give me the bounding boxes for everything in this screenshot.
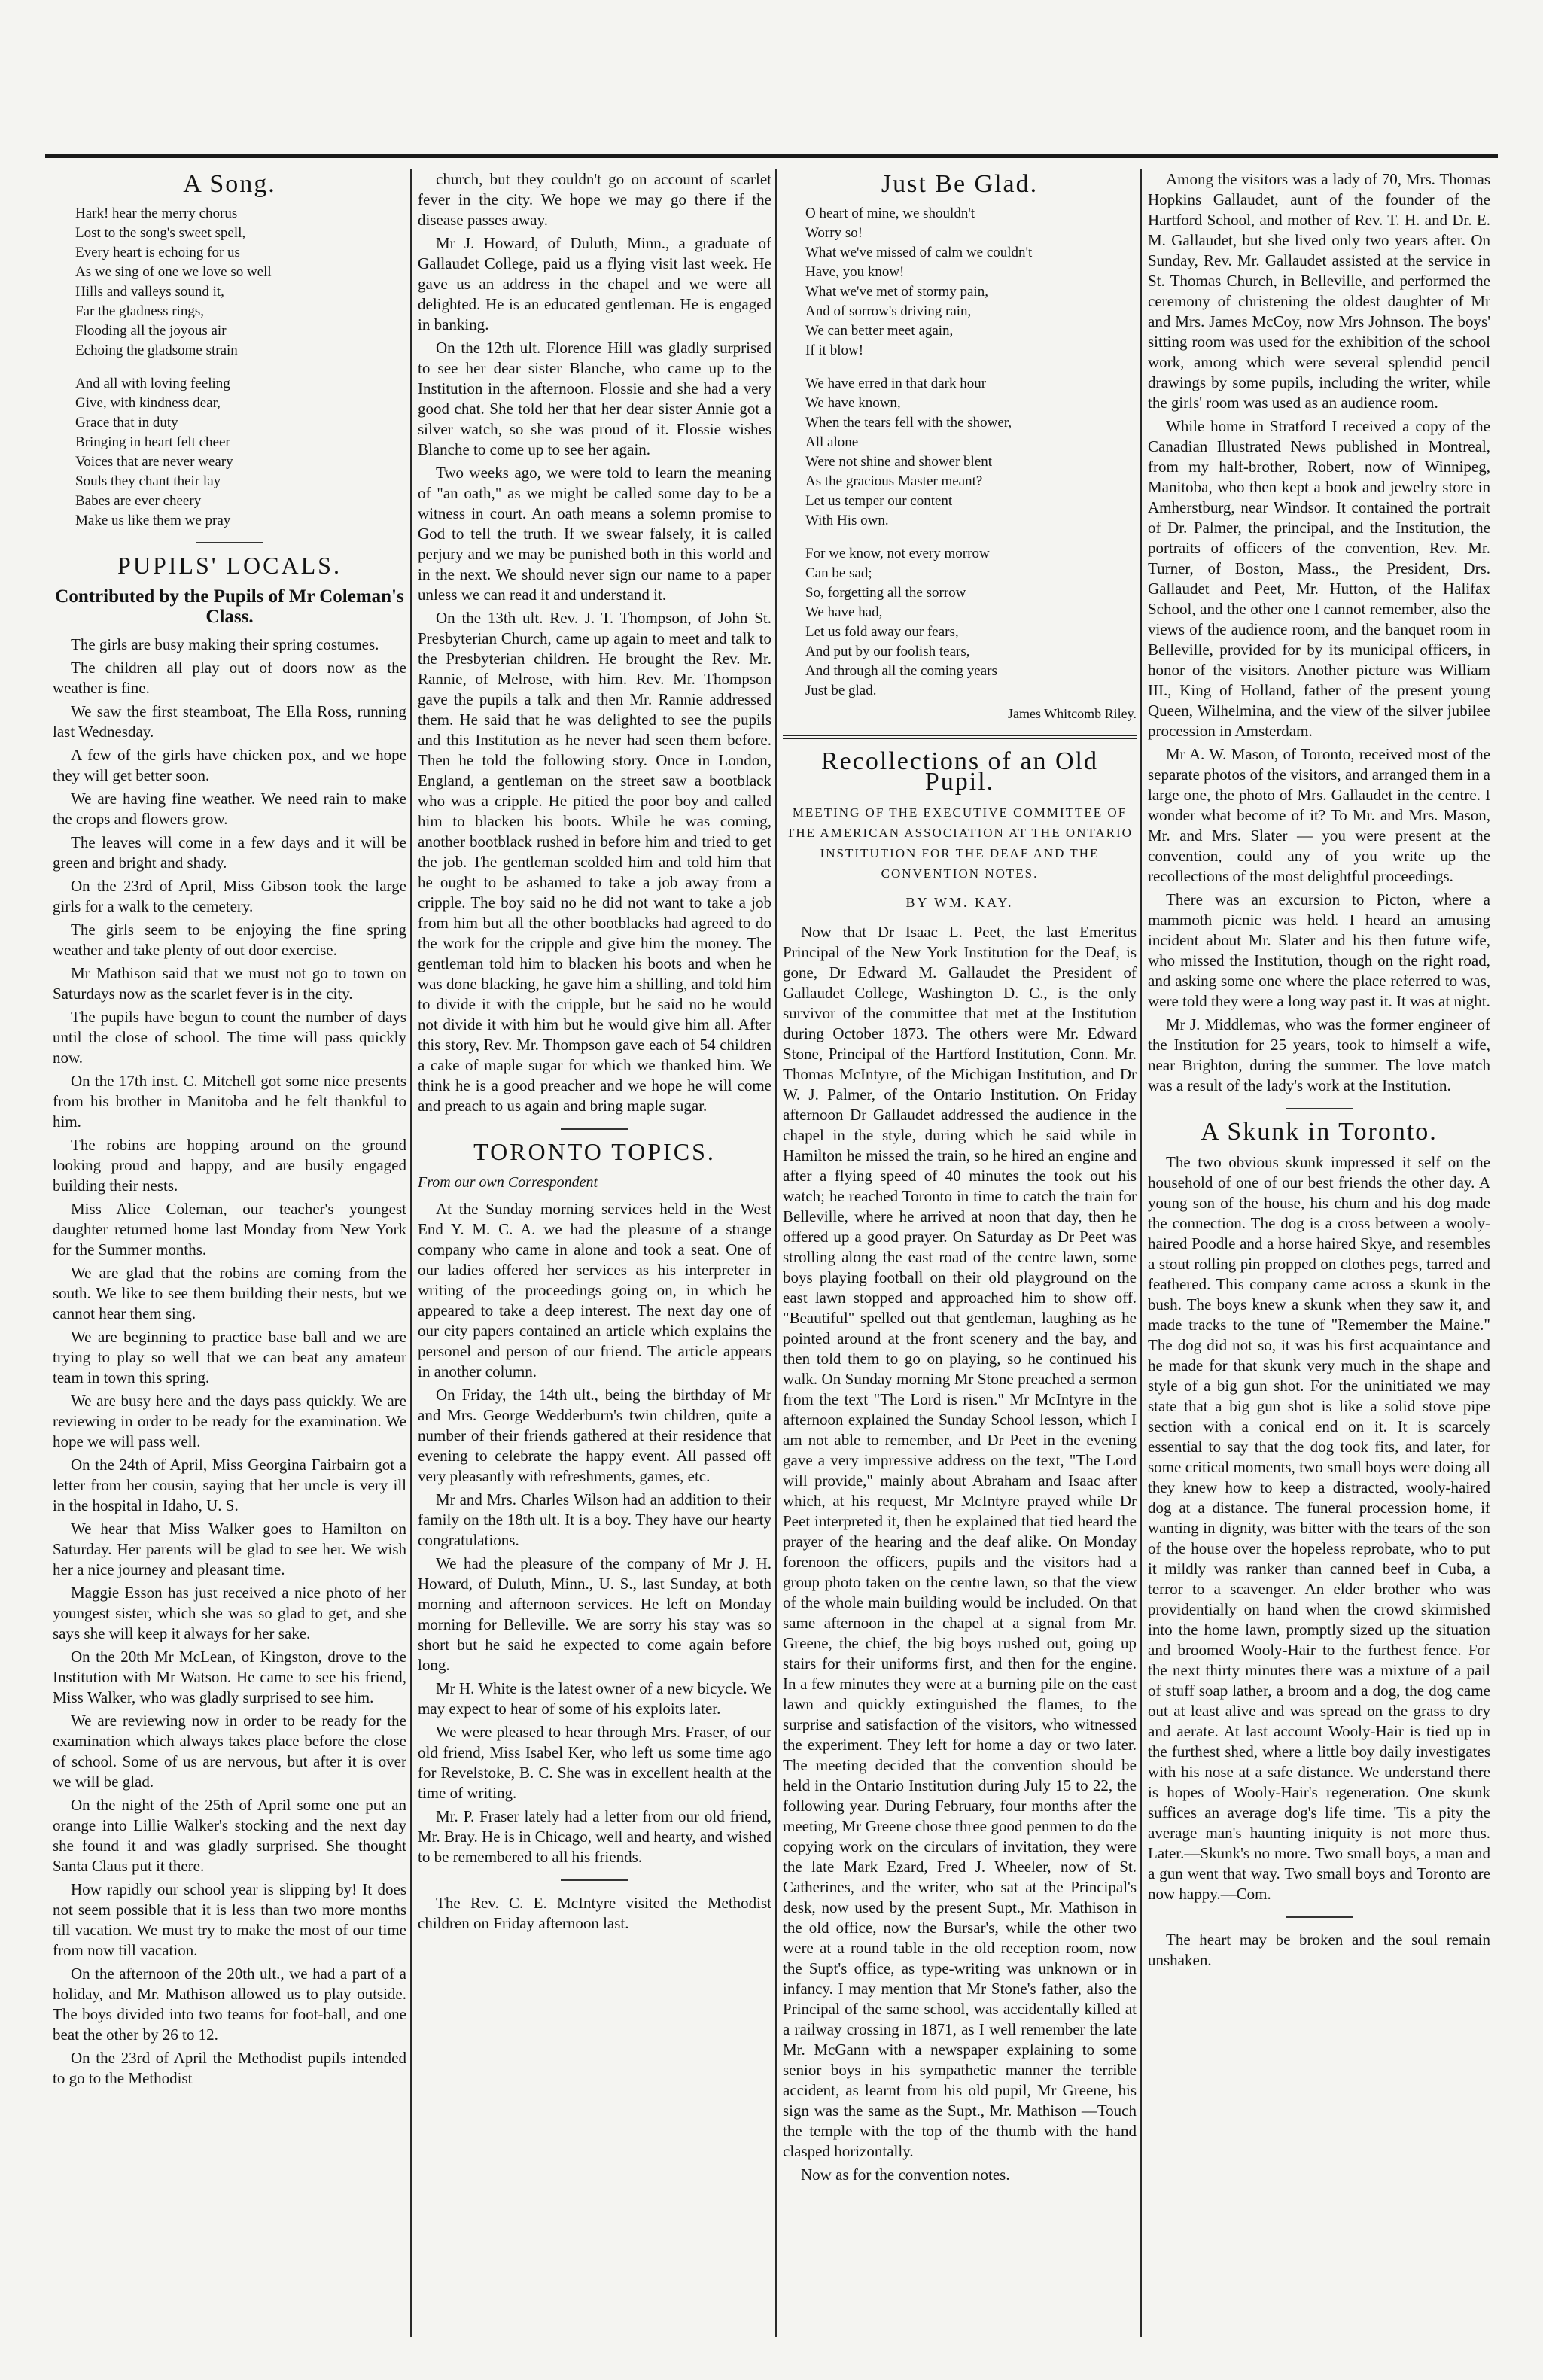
skunk-title: A Skunk in Toronto. (1201, 1118, 1438, 1146)
column-divider (410, 169, 412, 2337)
local-item: The robins are hopping around on the ground looking proud and happy, and are busily engaged building their nests. (53, 1136, 406, 1195)
toronto-item: Mr. P. Fraser lately had a letter from our old friend, Mr. Bray. He is in Chicago, well and hearty, and wished to be remembered to all his friends. (418, 1807, 772, 1866)
poem-line: Souls they chant their lay (75, 473, 221, 489)
recollection-paragraph: Mr J. Middlemas, who was the former engineer of the Institution for 25 years, took to himself a wife, near Brighton, during the summer. The love match was a result of the lady's work at the Institution. (1148, 1015, 1490, 1094)
local-item: On the 13th ult. Rev. J. T. Thompson, of John St. Presbyterian Church, came up again to meet and talk to the Presbyterian children. He brought the Rev. Mr. Rannie, of Melrose, with him. Rev. Mr. Thompson gave the pupils a talk and then Mr. Rannie addressed them. He said that he was delighted to see the pupils and this Institution as he never had seen them before. Then he told the following story. Once in London, England, a gentleman on the street saw a bootblack who was a cripple. He pitied the poor boy and called him to blacken his boots. While he was coming, another bootblack rushed in before him and tried to get the job. The gentleman scolded him and told him that he ought to be ashamed to take a job away from a cripple. The boy said no he did not want to take a job from him but all the other bootblacks had agreed to do the work for the cripple and give him the money. The gentleman told him to blacken his boots and when he was done blacking, he gave him a shilling, and told him to divide it with the cripple, but he said no he would not divide it with him but he would give him all. After this story, Rev. Mr. Thompson gave each of 54 children a cake of maple sugar for which we thanked him. We think he is a good preacher and we hope he will come and preach to us again and bring maple sugar. (418, 609, 772, 1115)
local-item: The children all play out of doors now as the weather is fine. (53, 659, 406, 697)
column-1 (53, 169, 406, 2092)
poem-line: Let us fold away our fears, (805, 624, 959, 640)
poem-line: All alone— (805, 434, 873, 450)
poem-line: And put by our foolish tears, (805, 644, 970, 659)
poem-attribution: James Whitcomb Riley. (1008, 706, 1137, 721)
poem-line: Voices that are never weary (75, 454, 233, 470)
local-item: The girls are busy making their spring costumes. (71, 635, 379, 653)
column-divider (1140, 169, 1142, 2337)
closing-note: The Rev. C. E. McIntyre visited the Methodist children on Friday afternoon last. (418, 1894, 772, 1932)
toronto-item: Mr and Mrs. Charles Wilson had an addition to their family on the 18th ult. It is a boy. They have our hearty congratulations. (418, 1490, 772, 1549)
toronto-item: At the Sunday morning services held in the West End Y. M. C. A. we had the pleasure of a strange company who came in alone and took a seat. One of our ladies offered her services as his interpreter in writing of the proceedings going on, in which he appeared to take a deep interest. The next day one of our city papers contained an article which explains the personel and person of our friend. The article appears in another column. (418, 1200, 772, 1380)
divider (561, 1879, 628, 1881)
poem-line: We can better meet again, (805, 323, 954, 339)
byline: BY WM. KAY. (905, 895, 1014, 910)
local-item: On the 24th of April, Miss Georgina Fairbairn got a letter from her cousin, saying that her uncle is very ill in the hospital in Idaho, U. S. (53, 1456, 406, 1514)
poem-line: Give, with kindness dear, (75, 395, 221, 411)
local-item: We are glad that the robins are coming from the south. We like to see them building their nests, but we cannot hear them sing. (53, 1264, 406, 1322)
toronto-topics-title: TORONTO TOPICS. (473, 1138, 716, 1165)
local-item: church, but they couldn't go on account of scarlet fever in the city. We hope we may go there if the disease passes away. (418, 170, 772, 229)
local-item: We are beginning to practice base ball and we are trying to play so well that we can beat any amateur team in town this spring. (53, 1328, 406, 1386)
column-divider (775, 169, 777, 2337)
poem-line: As we sing of one we love so well (75, 264, 272, 280)
local-item: On the 20th Mr McLean, of Kingston, drove to the Institution with Mr Watson. He came to see his friend, Miss Walker, who was gladly surprised to see him. (53, 1648, 406, 1706)
local-item: Miss Alice Coleman, our teacher's youngest daughter returned home last Monday from New York for the Summer months. (53, 1200, 406, 1258)
divider (1286, 1916, 1353, 1918)
recollection-paragraph: Now as for the convention notes. (801, 2165, 1010, 2184)
poem-line: We have known, (805, 395, 901, 411)
poem-title: Just Be Glad. (881, 170, 1039, 198)
poem-line: Flooding all the joyous air (75, 323, 227, 339)
closing-line: The heart may be broken and the soul remain unshaken. (1148, 1931, 1490, 1969)
recollection-paragraph: Now that Dr Isaac L. Peet, the last Emeritus Principal of the New York Institution for the Deaf, is gone, Dr Edward M. Gallaudet the President of Gallaudet College, Washington D. C., is the only survivor of the committee that met at the Institution during October 1873. The others were Mr. Edward Stone, Principal of the Hartford Institution, Conn. Mr. Thomas McIntyre, of the Michigan Institution, and Dr W. J. Palmer, of the Ontario Institution. On Friday afternoon Dr Gallaudet addressed the audience in the chapel in the style, during which he said while in Hamilton he missed the train, so he hired an engine and after a flying speed of 40 minutes the took out his watch; he reached Toronto in time to catch the train for Belleville, where he arrived at noon that day, then he offered up a good prayer. On Saturday as Dr Peet was strolling along the east road of the centre lawn, some boys playing football on their old playground on the east lawn stopped and approached him to show off. "Beautiful" spelled out that gentleman, laughing as he pointed around at the front scenery and the bay, and then told them to go on playing, so he continued his walk. On Sunday morning Mr Stone preached a sermon from the text "The Lord is risen." Mr McIntyre in the afternoon explained the Sunday School lesson, which I am not able to remember, and Dr Peet in the evening gave a very impressive address on the text, "The Lord will provide," mainly about Abraham and Isaac after which, at his request, Mr McIntyre prayed while Dr Peet interpreted it, then he explained that tied heard the prayer of the hearing and the deaf alike. On Monday forenoon the officers, pupils and the visitors had a group photo taken on the centre lawn, so that the view of the whole main building would be included. On that same afternoon in the chapel at a signal from Mr. Greene, the chief, the big boys rushed out, going up stairs for their uniforms first, and then for the engine. In a few minutes they were at a burning pile on the east lawn and quickly extinguished the flames, to the surprise and satisfaction of the visitors, who witnessed the experiment. They left for home a day or two later. The meeting decided that the convention should be held in the Ontario Institution during July 15 to 22, the following year. During February, four months after the meeting, Mr Greene chose three good penmen to do the copying work on the circulars of invitation, they were the late Mark Ezard, Fred J. Wheeler, now of St. Catherines, and the writer, who sat at the Principal's desk, now used by the present Supt., Mr. Mathison in the old office, now the Bursar's, while the other two were at a round table in the old reception room, now the Supt's office, as type-writing was unknown or in infancy. I may mention that Mr Stone's father, also the Principal of the same school, was accidentally killed at a railway crossing in 1871, as I well remember the late Mr. McGann with a newspaper explaining to some senior boys in his sympathetic manner the terrible accident, as learnt from his old pupil, Mr Greene, his sign was the same as the Supt., Mr. Mathison —Touch the temple with the top of the thumb with the hand clasped horizontally. (783, 923, 1137, 2160)
poem-line: We have erred in that dark hour (805, 376, 987, 391)
local-item: We hear that Miss Walker goes to Hamilton on Saturday. Her parents will be glad to see her. We wish her a nice journey and pleasant time. (53, 1520, 406, 1578)
poem-line: Lost to the song's sweet spell, (75, 225, 246, 241)
poem-line: Let us temper our content (805, 493, 953, 509)
recollections-subtitle: MEETING OF THE EXECUTIVE COMMITTEE OF THE AMERICAN ASSOCIATION AT THE ONTARIO INSTITUTION FOR THE DEAF AND THE CONVENTION NOTES. (787, 805, 1133, 881)
poem-line: Make us like them we pray (75, 513, 231, 528)
poem-line: Can be sad; (805, 565, 872, 581)
poem-line: Far the gladness rings, (75, 303, 204, 319)
poem-line: Grace that in duty (75, 415, 178, 431)
local-item: How rapidly our school year is slipping by! It does not seem possible that it is less than two more months till vacation. We must try to make the most of our time from now till vacation. (53, 1880, 406, 1959)
local-item: The pupils have begun to count the number of days until the close of school. The time will pass quickly now. (53, 1008, 406, 1067)
poem-line: Babes are ever cheery (75, 493, 202, 509)
poem-line: Hark! hear the merry chorus (75, 205, 238, 221)
poem-line: When the tears fell with the shower, (805, 415, 1012, 431)
poem-line: With His own. (805, 513, 889, 528)
local-item: We are reviewing now in order to be ready for the examination which always takes place before the close of school. Some of us are nervous, but after it is over we will be glad. (53, 1712, 406, 1791)
local-item: Mr Mathison said that we must not go to town on Saturdays now as the scarlet fever is in the city. (53, 964, 406, 1003)
poem-line: Bringing in heart felt cheer (75, 434, 230, 450)
local-item: On the 17th inst. C. Mitchell got some nice presents from his brother in Manitoba and he felt thankful to him. (53, 1072, 406, 1131)
poem-line: If it blow! (805, 342, 864, 358)
poem-line: Every heart is echoing for us (75, 245, 240, 260)
local-item: The girls seem to be enjoying the fine spring weather and take plenty of out door exercise. (53, 921, 406, 959)
double-rule (783, 735, 1137, 739)
recollections-title: Recollections of an Old Pupil. (821, 747, 1098, 796)
toronto-item: We were pleased to hear through Mrs. Fraser, of our old friend, Miss Isabel Ker, who left us some time ago for Revelstoke, B. C. She was in excellent health at the time of writing. (418, 1723, 772, 1802)
local-item: We are having fine weather. We need rain to make the crops and flowers grow. (53, 790, 406, 828)
poem-line: So, forgetting all the sorrow (805, 585, 966, 601)
poem-line: For we know, not every morrow (805, 546, 990, 562)
divider (1286, 1108, 1353, 1109)
song-title: A Song. (183, 170, 276, 198)
song-poem (53, 205, 406, 530)
divider (196, 542, 263, 543)
local-item: We saw the first steamboat, The Ella Ross, running last Wednesday. (53, 702, 406, 741)
toronto-item: We had the pleasure of the company of Mr J. H. Howard, of Duluth, Minn., U. S., last Sunday, at both morning and afternoon services. He left on Monday morning for Belleville. We are sorry his stay was so short but he said he expected to come again before long. (418, 1554, 772, 1674)
poem-line: Echoing the gladsome strain (75, 342, 238, 358)
locals-title: PUPILS' LOCALS. (117, 552, 342, 579)
local-item: Maggie Esson has just received a nice photo of her youngest sister, which she was so glad to get, and she says she will keep it always for her sake. (53, 1584, 406, 1642)
correspondent-line: From our own Correspondent (418, 1174, 598, 1191)
local-item: Mr J. Howard, of Duluth, Minn., a graduate of Gallaudet College, paid us a flying visit last week. He gave us an address in the chapel and we were all delighted. He is an educated gentleman. He is engaged in banking. (418, 234, 772, 333)
top-rule (45, 154, 1498, 158)
poem-line: Were not shine and shower blent (805, 454, 993, 470)
poem-line: Hills and valleys sound it, (75, 284, 224, 300)
local-item: A few of the girls have chicken pox, and we hope they will get better soon. (53, 746, 406, 784)
local-item: On the 23rd of April, Miss Gibson took the large girls for a walk to the cemetery. (53, 877, 406, 915)
poem-line: What we've met of stormy pain, (805, 284, 988, 300)
poem-line: As the gracious Master meant? (805, 473, 983, 489)
poem-line: And all with loving feeling (75, 376, 230, 391)
poem-line: Worry so! (805, 225, 863, 241)
recollection-paragraph: There was an excursion to Picton, where a mammoth picnic was held. I heard an amusing incident about Mr. Slater and his then future wife, who missed the Institution, though on the right road, and asking some one where the place referred to was, were told they were a long way past it. It was at night. (1148, 890, 1490, 1010)
divider (561, 1128, 628, 1130)
local-item: On the 23rd of April the Methodist pupils intended to go to the Methodist (53, 2049, 406, 2087)
poem-line: And of sorrow's driving rain, (805, 303, 972, 319)
skunk-paragraph: The two obvious skunk impressed it self on the household of one of our best friends the other day. A young son of the house, his chum and his dog made the connection. The dog is a cross between a wooly-haired Poodle and a horse haired Skye, and resembles a stout rolling pin propped on clothes pegs, tarred and feathered. This company came across a skunk in the bush. The boys knew a skunk when they saw it, and made tracks to the tune of "Remember the Maine." The dog did not so, it was his first acquaintance and he made for that skunk very much in the shape and style of a big gun shot. For the uninitiated we may state that a big gun shot is like a solid stove pipe section with a conical end on it. It is scarcely essential to say that the dog took fits, and later, for some critical moments, two small boys were doing all they knew how to keep a distracted, wooly-haired dog at a distance. The funeral procession home, if wanting in dignity, was bitter with the tears of the son of the house over the hopeless reprobate, who to put it mildly was ranker than canned beef in Cuba, a terror to a scavenger. An elder brother who was providentially on hand when the crowd skirmished into the home lawn, promptly sized up the situation and broomed Wooly-Hair to the furthest fence. For the next thirty minutes there was a mixture of a pail of stuff soap lather, a broom and a dog, the dog came out at least alive and was spread on the grass to dry and aerate. At last account Wooly-Hair is tied up in the furthest shed, where a little boy daily investigates with his nose at a safe distance. We understand there is hopes of Wooly-Hair's regeneration. One skunk suffices an average dog's life time. 'Tis a pity the average man's haunting iniquity is not more thus. Later.—Skunk's no more. Two small boys, a man and a gun went that way. Two small boys and Toronto are now happy.—Com. (1148, 1153, 1490, 1903)
local-item: On the afternoon of the 20th ult., we had a part of a holiday, and Mr. Mathison allowed us to play outside. The boys divided into two teams for foot-ball, and one beat the other by 26 to 12. (53, 1965, 406, 2044)
column-4 (1148, 169, 1490, 1974)
locals-subtitle: Contributed by the Pupils of Mr Coleman's Class. (55, 586, 404, 627)
just-be-glad-poem (783, 205, 1137, 723)
recollection-paragraph: While home in Stratford I received a copy of the Canadian Illustrated News published in Montreal, from my half-brother, Robert, now of Winnipeg, Manitoba, who then kept a book and jewelry store in Amherstburg, near Windsor. It contained the portrait of Dr. Palmer, the principal, and the Institution, the portraits of officers of the convention, Rev. Mr. Turner, of Boston, Mass., the President, Drs. Gallaudet and Peet, Mr. Hutton, of the Halifax School, and the other one I cannot remember, also the views of the audience room, and the banquet room in Belleville, provided for by its municipal officers, in honor of the visitors. Another picture was William III., King of Holland, father of the present young Queen, Wilhelmina, and the view of the silver jubilee procession in Amsterdam. (1148, 417, 1490, 740)
local-item: Two weeks ago, we were told to learn the meaning of "an oath," as we might be called some day to be a witness in court. An oath means a solemn promise to God to tell the truth. If we swear falsely, it is called perjury and we may be punished both in this world and in the next. We should never sign our name to a paper unless we can read it and understand it. (418, 464, 772, 604)
recollection-paragraph: Mr A. W. Mason, of Toronto, received most of the separate photos of the visitors, and arranged them in a large one, the photo of Mrs. Gallaudet in the centre. I wonder what become of it? To Mr. and Mrs. Mason, Mr. and Mrs. Slater — you were present at the convention, could any of you write up the recollections of the most delightful proceedings. (1148, 745, 1490, 885)
recollection-paragraph: Among the visitors was a lady of 70, Mrs. Thomas Hopkins Gallaudet, aunt of the founder of the Hartford School, and mother of Rev. T. H. and Dr. E. M. Gallaudet, but she lived only two years after. On Sunday, Rev. Mr. Gallaudet assisted at the service in St. Thomas Church, in Belleville, and performed the ceremony of christening the oldest daughter of Mr and Mrs. James McCoy, now Mrs Johnson. The boys' sitting room was used for the exhibition of the school work, among which were several splendid pencil drawings by some pupils, including the writer, while the girls' room was used as an audience room. (1148, 170, 1490, 412)
poem-line: O heart of mine, we shouldn't (805, 205, 975, 221)
column-3 (783, 169, 1137, 2188)
poem-line: Just be glad. (805, 683, 877, 698)
poem-line: What we've missed of calm we couldn't (805, 245, 1033, 260)
local-item: We are busy here and the days pass quickly. We are reviewing in order to be ready for the examination. We hope we will pass well. (53, 1392, 406, 1450)
column-2 (418, 169, 772, 1937)
local-item: The leaves will come in a few days and it will be green and bright and shady. (53, 833, 406, 872)
poem-line: We have had, (805, 604, 883, 620)
local-item: On the 12th ult. Florence Hill was gladly surprised to see her dear sister Blanche, who came up to the Institution in the afternoon. Flossie and she had a very good chat. She told her that her dear sister Annie got a silver watch, so she was proud of it. Flossie wishes Blanche to come up to see her again. (418, 339, 772, 458)
poem-line: Have, you know! (805, 264, 905, 280)
poem-line: And through all the coming years (805, 663, 997, 679)
local-item: On the night of the 25th of April some one put an orange into Lillie Walker's stocking and the next day she found it and was gladly surprised. She thought Santa Claus put it there. (53, 1796, 406, 1875)
toronto-item: On Friday, the 14th ult., being the birthday of Mr and Mrs. George Wedderburn's twin children, quite a number of their friends gathered at their residence that evening to celebrate the happy event. All passed off very pleasantly with refreshments, games, etc. (418, 1386, 772, 1485)
toronto-item: Mr H. White is the latest owner of a new bicycle. We may expect to hear of some of his exploits later. (418, 1679, 772, 1718)
